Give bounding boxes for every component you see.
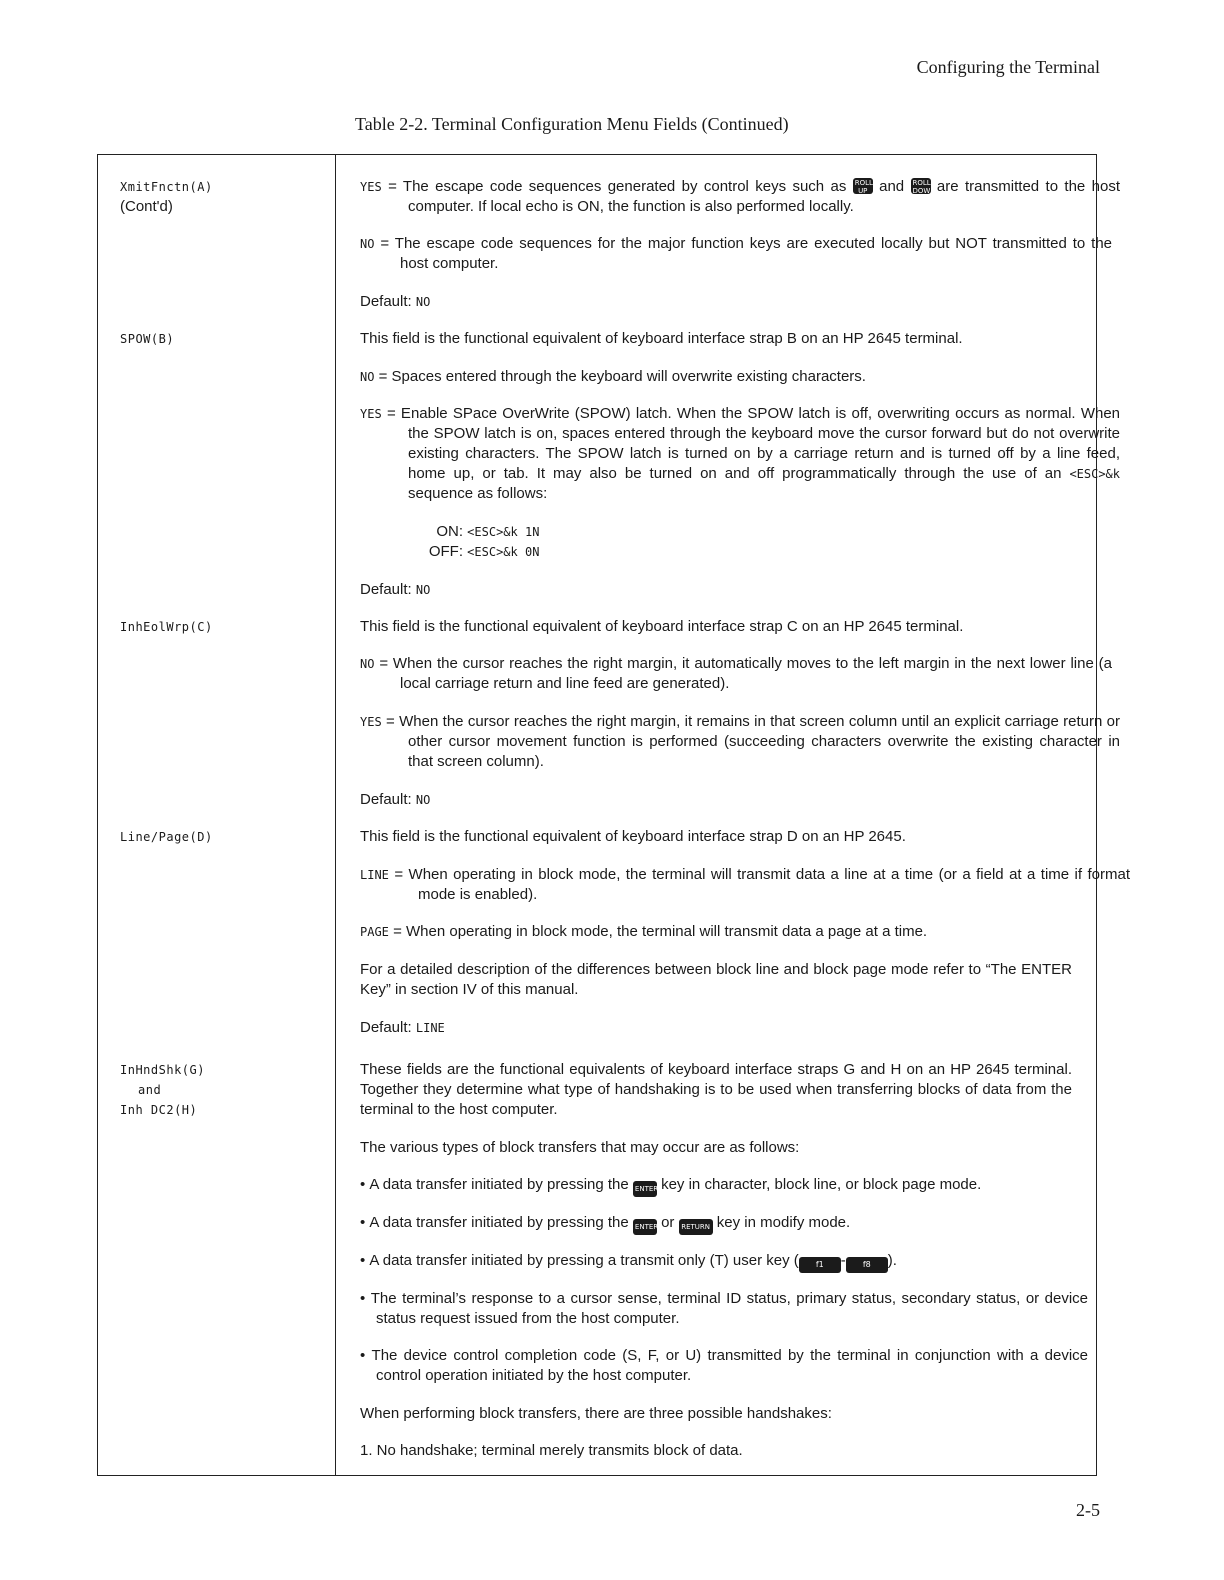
roll-down-key-icon: ROLL DOWN	[912, 179, 936, 195]
return-key-icon: RETURN	[679, 1219, 713, 1235]
value-label-line: LINE	[360, 868, 389, 882]
f1-key-icon: f1	[799, 1257, 841, 1273]
value-label-no: NO	[360, 657, 375, 671]
running-head: Configuring the Terminal	[916, 57, 1100, 77]
handshake-types-intro: The various types of block transfers that may occur are as follows:	[360, 1139, 800, 1156]
list-item: • A data transfer initiated by pressing the ENTER key in character, block line, or block page mode.	[360, 1175, 1088, 1197]
value-label-yes: YES	[360, 407, 382, 421]
value-label-no: NO	[360, 237, 375, 251]
handshake-intro: These fields are the functional equivalents of keyboard interface straps G and H on an HP 2645 terminal. Together they determine what type of handshaking is to be used when transferring blocks of data from the terminal to the host computer.	[360, 1061, 1072, 1118]
f8-key-icon: f8	[846, 1257, 888, 1273]
spow-no-desc: NO = Spaces entered through the keyboard will overwrite existing characters.	[360, 368, 866, 385]
field-name-xmitfnctn	[120, 177, 213, 217]
column-divider	[335, 155, 336, 1475]
linepage-note: For a detailed description of the differences between block line and block page mode refer to “The ENTER Key” in section IV of this manual.	[360, 961, 1072, 998]
list-item: • A data transfer initiated by pressing a transmit only (T) user key ( f1 - f8 ).	[360, 1251, 1088, 1273]
page-number: 2-5	[1076, 1500, 1100, 1520]
default-value: NO	[415, 583, 431, 597]
spow-off-sequence: OFF: <ESC>&k 0N	[428, 543, 540, 560]
linepage-line-desc: LINE = When operating in block mode, the terminal will transmit data a line at a time (or a field at a time if format mode is enabled).	[360, 866, 1130, 903]
value-label-yes: YES	[360, 180, 382, 194]
field-name-inhdc2: Inh DC2(H)	[120, 1103, 198, 1117]
field-name-spow: SPOW(B)	[120, 332, 175, 346]
default-value: NO	[415, 295, 431, 309]
linepage-intro: This field is the functional equivalent of keyboard interface strap D on an HP 2645.	[360, 828, 906, 845]
field-name-linepage: Line/Page(D)	[120, 830, 213, 844]
continued-label: (Cont'd)	[120, 198, 173, 215]
value-label-page: PAGE	[360, 925, 389, 939]
xmit-yes-desc: YES = The escape code sequences generated by control keys such as ROLL UP and ROLL DOWN are transmitted to the host computer. If local echo is ON, the function is also performed locally.	[360, 178, 1120, 215]
list-item: • The terminal’s response to a cursor sense, terminal ID status, primary status, secondary status, or device status request issued from the host computer.	[360, 1290, 1089, 1327]
default-value: NO	[415, 793, 431, 807]
config-fields-table	[97, 154, 1130, 1476]
default-value: LINE	[415, 1021, 445, 1035]
spow-on-sequence: ON: <ESC>&k 1N	[436, 523, 540, 540]
field-name-inheolwrp: InhEolWrp(C)	[120, 620, 213, 634]
inheol-default: Default: NO	[360, 791, 431, 808]
handshakes-intro: When performing block transfers, there are three possible handshakes:	[360, 1405, 832, 1422]
list-item: • A data transfer initiated by pressing the ENTER or RETURN key in modify mode.	[360, 1213, 1088, 1235]
enter-key-icon: ENTER	[633, 1181, 657, 1197]
linepage-default: Default: LINE	[360, 1019, 445, 1036]
value-label-yes: YES	[360, 715, 382, 729]
value-label-no: NO	[360, 370, 375, 384]
inheol-yes-desc: YES = When the cursor reaches the right margin, it remains in that screen column until an explicit carriage return or other cursor movement function is performed (succeeding characters overwrite the existing character in that screen column).	[360, 713, 1120, 770]
roll-up-key-icon: ROLL UP	[854, 179, 873, 195]
inheol-no-desc: NO = When the cursor reaches the right margin, it automatically moves to the left margin in the next lower line (a local carriage return and line feed are generated).	[360, 655, 1112, 692]
xmit-default: Default: NO	[360, 293, 431, 310]
field-name-inhndshk: InHndShk(G)	[120, 1063, 205, 1077]
spow-yes-desc: YES = Enable SPace OverWrite (SPOW) latch. When the SPOW latch is off, overwriting occurs as normal. When the SPOW latch is on, spaces entered through the keyboard move the cursor forward but do not overwrite existing characters. The SPOW latch is turned on by a carriage return and is turned off by a line feed, home up, or tab. It may also be turned on and off programmatically through the use of an <ESC>&k sequence as follows:	[360, 405, 1121, 502]
field-name-handshake	[120, 1060, 205, 1120]
xmit-no-desc: NO = The escape code sequences for the major function keys are executed locally but NOT transmitted to the host computer.	[360, 235, 1112, 272]
list-item: • The device control completion code (S, F, or U) transmitted by the terminal in conjunction with a device control operation initiated by the host computer.	[360, 1347, 1088, 1384]
enter-key-icon: ENTER	[633, 1219, 657, 1235]
table-caption: Table 2-2. Terminal Configuration Menu Fields (Continued)	[355, 114, 789, 134]
linepage-page-desc: PAGE = When operating in block mode, the terminal will transmit data a page at a time.	[360, 923, 928, 940]
escape-sequence: <ESC>&k	[1069, 467, 1121, 481]
field-name-label: XmitFnctn(A)	[120, 180, 213, 194]
spow-intro: This field is the functional equivalent of keyboard interface strap B on an HP 2645 terminal.	[360, 330, 963, 347]
spow-default: Default: NO	[360, 581, 431, 598]
field-name-and: and	[138, 1083, 162, 1097]
inheol-intro: This field is the functional equivalent of keyboard interface strap C on an HP 2645 terminal.	[360, 618, 964, 635]
handshake-item-1: 1. No handshake; terminal merely transmits block of data.	[360, 1442, 743, 1459]
